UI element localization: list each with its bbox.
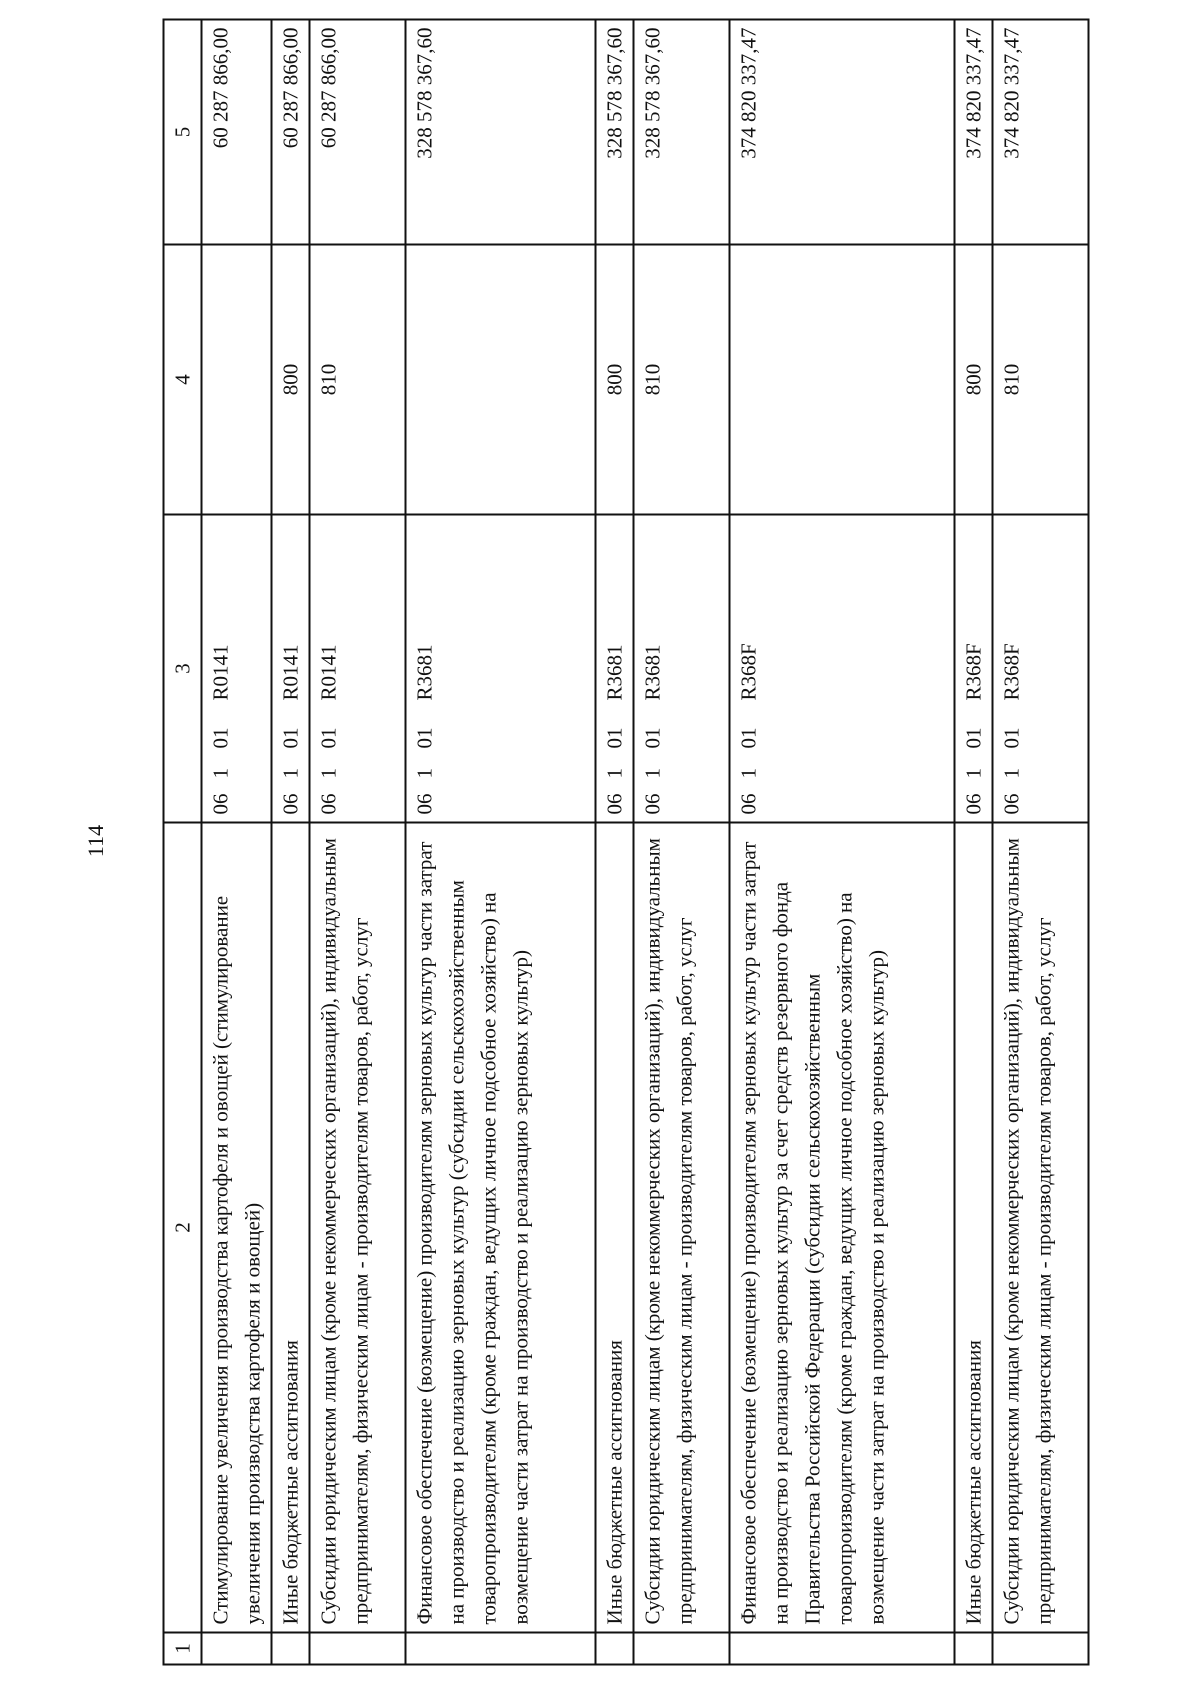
budget-table: [163, 19, 1090, 1666]
code-part: 1: [999, 768, 1024, 779]
code-part: 01: [961, 727, 986, 749]
classification-code-cell: [406, 515, 596, 823]
expense-name-cell: Финансовое обеспечение (возмещение) производителям зерновых культур части затрат на производство и реализацию зерновых культур (субсидии сельскохозяйственным товаропроизводителям (кроме граждан, ведущих личное подсобное хозяйство) на возмещение части затрат на производство и реализацию зерновых культур): [406, 823, 596, 1633]
classification-code-cell: [310, 515, 406, 823]
table-row: [202, 20, 272, 1665]
classification-code-cell: [730, 515, 955, 823]
code-part: 1: [412, 768, 437, 779]
table-row: [955, 20, 993, 1665]
classification-code-cell: [993, 515, 1089, 823]
classification-code-cell: [202, 515, 272, 823]
code-part: R368F: [961, 643, 986, 701]
code-part: 1: [736, 768, 761, 779]
expense-group-cell: [406, 245, 596, 515]
expense-group-cell: 810: [310, 245, 406, 515]
code-part: 01: [278, 727, 303, 749]
amount-cell: 328 578 367,60: [596, 20, 634, 245]
column-header: 5: [164, 20, 202, 245]
page-number: 114: [83, 824, 108, 858]
code-part: 06: [602, 793, 627, 815]
code-part: R3681: [640, 644, 665, 701]
expense-name-cell: Субсидии юридическим лицам (кроме некоммерческих организаций), индивидуальным предпринимателям, физическим лицам - производителям товаров, работ, услуг: [310, 823, 406, 1633]
amount-cell: 374 820 337,47: [730, 20, 955, 245]
table-row: [310, 20, 406, 1665]
classification-code-cell: [272, 515, 310, 823]
expense-group-cell: 800: [955, 245, 993, 515]
table-row: [596, 20, 634, 1665]
code-part: 01: [602, 727, 627, 749]
header-row: [164, 20, 202, 1665]
code-part: R0141: [316, 644, 341, 701]
column-header: 2: [164, 823, 202, 1633]
expense-group-cell: 810: [634, 245, 730, 515]
table-row: [406, 20, 596, 1665]
row-number-cell: [596, 1633, 634, 1665]
amount-cell: 328 578 367,60: [634, 20, 730, 245]
column-header: 3: [164, 515, 202, 823]
expense-name-cell: Субсидии юридическим лицам (кроме некоммерческих организаций), индивидуальным предпринимателям, физическим лицам - производителям товаров, работ, услуг: [634, 823, 730, 1633]
code-part: 06: [961, 793, 986, 815]
code-part: 1: [640, 768, 665, 779]
code-part: 1: [208, 768, 233, 779]
table-row: [272, 20, 310, 1665]
code-part: 06: [736, 793, 761, 815]
amount-cell: 328 578 367,60: [406, 20, 596, 245]
code-part: 06: [208, 793, 233, 815]
table-row: [993, 20, 1089, 1665]
amount-cell: 60 287 866,00: [310, 20, 406, 245]
expense-group-cell: 810: [993, 245, 1089, 515]
row-number-cell: [202, 1633, 272, 1665]
expense-name-cell: Субсидии юридическим лицам (кроме некоммерческих организаций), индивидуальным предпринимателям, физическим лицам - производителям товаров, работ, услуг: [993, 823, 1089, 1633]
row-number-cell: [993, 1633, 1089, 1665]
code-part: 01: [736, 727, 761, 749]
code-part: 01: [999, 727, 1024, 749]
row-number-cell: [634, 1633, 730, 1665]
code-part: 01: [208, 727, 233, 749]
expense-name-cell: Стимулирование увеличения производства картофеля и овощей (стимулирование увеличения производства картофеля и овощей): [202, 823, 272, 1633]
code-part: 1: [278, 768, 303, 779]
expense-name-cell: Иные бюджетные ассигнования: [596, 823, 634, 1633]
expense-group-cell: [202, 245, 272, 515]
code-part: 01: [640, 727, 665, 749]
row-number-cell: [955, 1633, 993, 1665]
row-number-cell: [730, 1633, 955, 1665]
row-number-cell: [272, 1633, 310, 1665]
classification-code-cell: [634, 515, 730, 823]
code-part: 01: [316, 727, 341, 749]
table-row: [634, 20, 730, 1665]
code-part: 01: [412, 727, 437, 749]
row-number-cell: [310, 1633, 406, 1665]
code-part: R3681: [602, 644, 627, 701]
amount-cell: 60 287 866,00: [272, 20, 310, 245]
row-number-cell: [406, 1633, 596, 1665]
code-part: R368F: [999, 643, 1024, 701]
classification-code-cell: [955, 515, 993, 823]
code-part: 06: [999, 793, 1024, 815]
code-part: 1: [316, 768, 341, 779]
code-part: R3681: [412, 644, 437, 701]
expense-name-cell: Иные бюджетные ассигнования: [955, 823, 993, 1633]
column-header: 1: [164, 1633, 202, 1665]
expense-group-cell: 800: [596, 245, 634, 515]
expense-group-cell: [730, 245, 955, 515]
code-part: 06: [640, 793, 665, 815]
code-part: R368F: [736, 643, 761, 701]
amount-cell: 60 287 866,00: [202, 20, 272, 245]
code-part: 1: [961, 768, 986, 779]
code-part: R0141: [208, 644, 233, 701]
amount-cell: 374 820 337,47: [955, 20, 993, 245]
code-part: 06: [278, 793, 303, 815]
amount-cell: 374 820 337,47: [993, 20, 1089, 245]
code-part: R0141: [278, 644, 303, 701]
rotated-table-wrapper: [163, 21, 1083, 1666]
expense-name-cell: Иные бюджетные ассигнования: [272, 823, 310, 1633]
expense-name-cell: Финансовое обеспечение (возмещение) производителям зерновых культур части затрат на производство и реализацию зерновых культур за счет средств резервного фонда Правительства Российской Федерации (субсидии сельскохозяйственным товаропроизводителям (кроме граждан, ведущих личное подсобное хозяйство) на возмещение части затрат на производство и реализацию зерновых культур): [730, 823, 955, 1633]
column-header: 4: [164, 245, 202, 515]
code-part: 06: [412, 793, 437, 815]
table-row: [730, 20, 955, 1665]
expense-group-cell: 800: [272, 245, 310, 515]
code-part: 06: [316, 793, 341, 815]
classification-code-cell: [596, 515, 634, 823]
code-part: 1: [602, 768, 627, 779]
